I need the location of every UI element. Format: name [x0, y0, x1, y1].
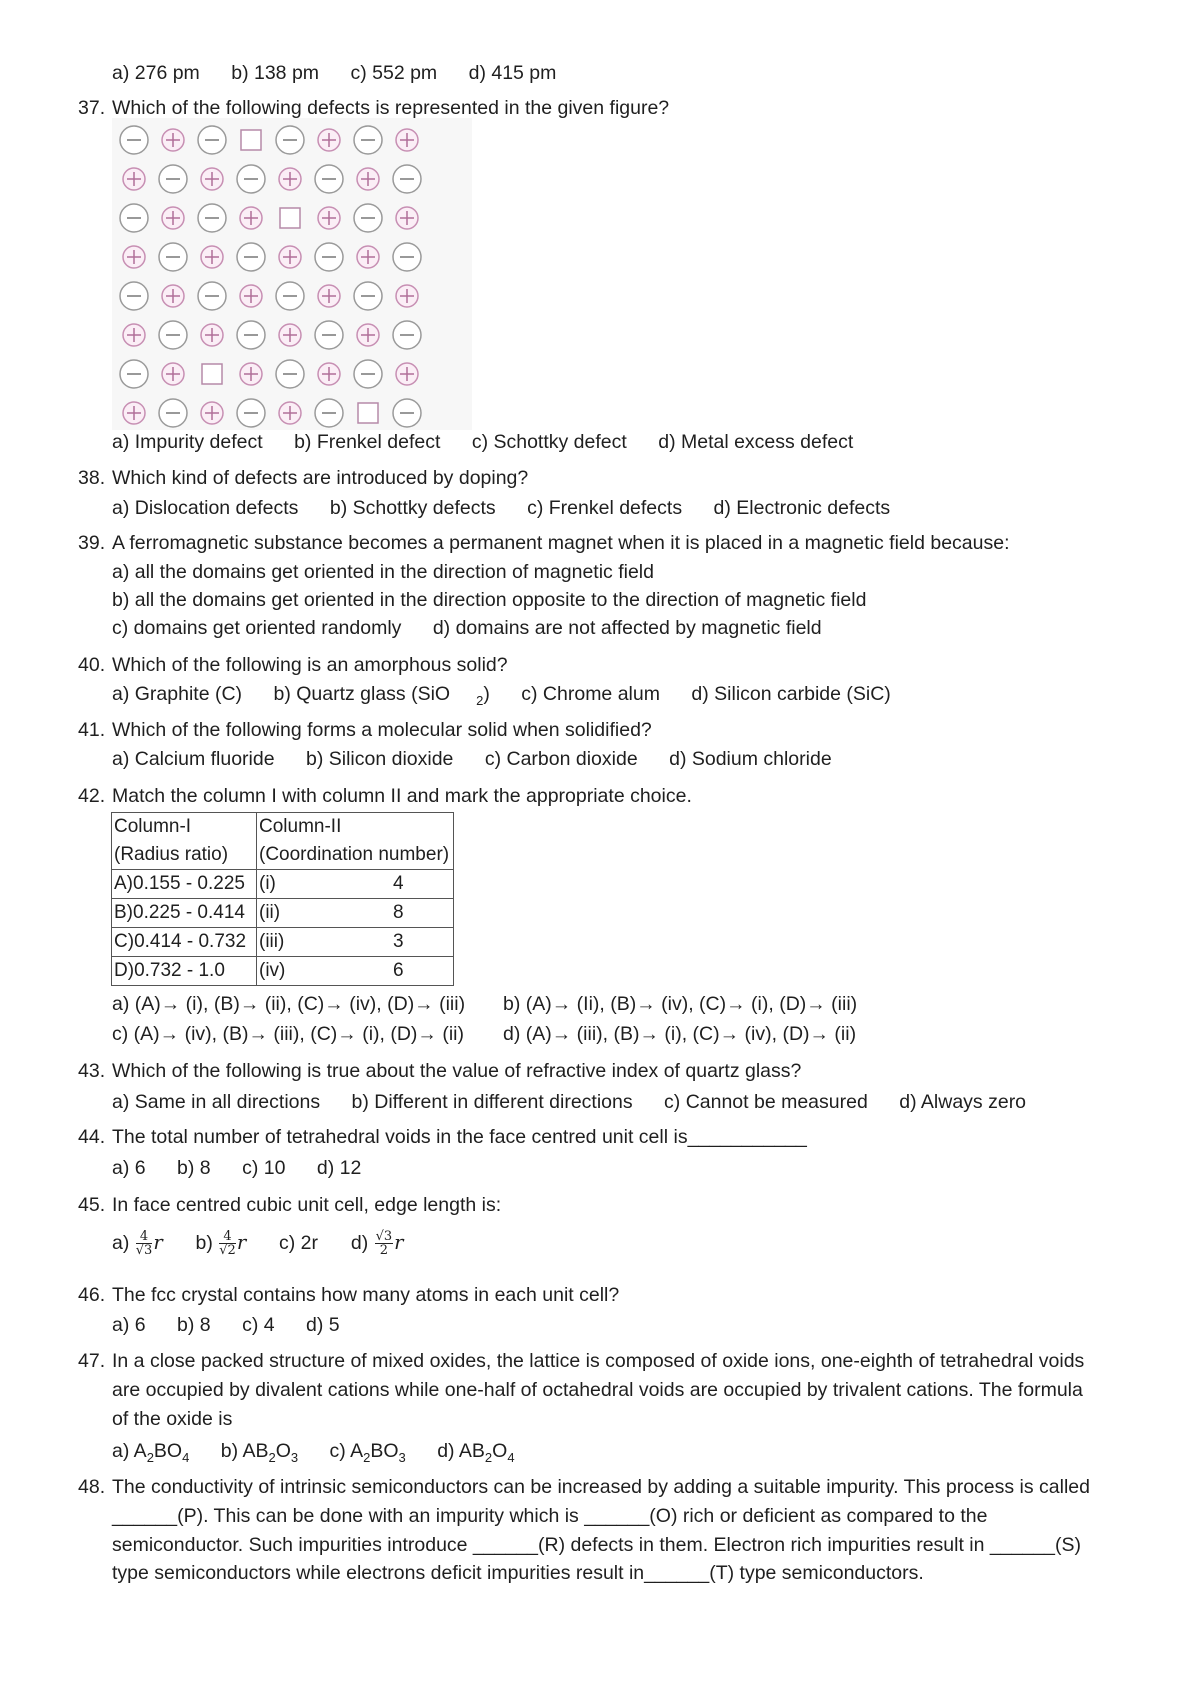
cation-plus: [396, 129, 418, 151]
table-row: [112, 928, 454, 957]
question-41: [78, 718, 652, 742]
anion-minus: [159, 165, 187, 193]
q45-option-a: [112, 1229, 163, 1259]
anion-minus: [393, 399, 421, 427]
anion-minus: [315, 321, 343, 349]
q40-option-c: c) Chrome alum: [521, 683, 660, 705]
option-label: a): [112, 1232, 130, 1254]
cation-plus: [162, 285, 184, 307]
q37-option-b: b) Frenkel defect: [294, 431, 441, 453]
q44-option-d: d) 12: [316, 1157, 362, 1179]
question-text: Which kind of defects are introduced by doping?: [112, 467, 529, 489]
anion-minus: [276, 282, 304, 310]
question-number: 48.: [78, 1476, 106, 1498]
ratio-value: 0.155 - 0.225: [133, 873, 245, 894]
denominator: √3: [135, 1243, 153, 1259]
cation-plus: [201, 246, 223, 268]
q42-option-a: a) (A)→ (i), (B)→ (ii), (C)→ (iv), (D)→ (iii): [112, 993, 466, 1015]
subscript: 4: [507, 1449, 515, 1465]
option-label: d): [350, 1232, 369, 1254]
table-header-row: [112, 813, 454, 842]
table-subheader-row: [112, 841, 454, 870]
question-number: 42.: [78, 785, 106, 807]
option-label: b): [195, 1232, 213, 1254]
cation-plus: [162, 207, 184, 229]
ratio-cell: [112, 928, 257, 957]
q46-option-d: d) 5: [306, 1314, 340, 1336]
question-number: 41.: [78, 719, 106, 741]
table-row: [112, 957, 454, 986]
cation-plus: [201, 402, 223, 424]
question-number: 40.: [78, 654, 106, 676]
question-number: 38.: [78, 467, 106, 489]
cation-plus: [318, 363, 340, 385]
q42-option-c: c) (A)→ (iv), (B)→ (iii), (C)→ (i), (D)→ (ii): [112, 1023, 464, 1045]
question-39: [78, 531, 1010, 555]
question-text: Which of the following defects is represented in the given figure?: [112, 97, 670, 119]
q38-option-b: b) Schottky defects: [329, 497, 496, 519]
formula-part: b) AB: [220, 1440, 269, 1462]
ratio-value: 0.414 - 0.732: [134, 931, 247, 952]
cation-plus: [318, 207, 340, 229]
cation-plus: [240, 363, 262, 385]
vacancy-square: [358, 403, 378, 423]
question-text: The fcc crystal contains how many atoms in each unit cell?: [112, 1284, 620, 1306]
q44-option-b: b) 8: [177, 1157, 211, 1179]
question-44: [78, 1125, 807, 1149]
question-number: 47.: [78, 1350, 106, 1372]
formula-part: O: [492, 1440, 508, 1462]
anion-minus: [120, 204, 148, 232]
q37-option-d: d) Metal excess defect: [658, 431, 854, 453]
ionic-crystal-defect-figure: [112, 118, 472, 430]
anion-minus: [354, 126, 382, 154]
q39-option-b: b) all the domains get oriented in the direction opposite to the direction of magnetic field: [112, 589, 867, 611]
col2-header: Column-II: [257, 813, 454, 842]
q40-options: [112, 682, 917, 713]
anion-minus: [120, 126, 148, 154]
question-42: [78, 784, 692, 808]
q38-option-a: a) Dislocation defects: [112, 497, 299, 519]
roman-cell: (i): [257, 870, 392, 899]
anion-minus: [198, 204, 226, 232]
cation-plus: [357, 246, 379, 268]
question-number: 45.: [78, 1194, 106, 1216]
q43-option-c: c) Cannot be measured: [664, 1091, 868, 1113]
q44-option-a: a) 6: [112, 1157, 146, 1179]
question-text: Match the column I with column II and mark the appropriate choice.: [112, 785, 692, 807]
q43-options: [112, 1090, 1052, 1114]
question-text-line-2: are occupied by divalent cations while one-half of octahedral voids are occupied by trivalent cations. The formula: [112, 1379, 1083, 1401]
cation-plus: [123, 168, 145, 190]
q47-option-b: [220, 1440, 299, 1465]
cation-plus: [318, 129, 340, 151]
anion-minus: [159, 243, 187, 271]
ratio-value: 0.732 - 1.0: [134, 960, 225, 981]
variable: r: [153, 1231, 163, 1254]
question-38: [78, 466, 528, 490]
question-text-line-1: In a close packed structure of mixed oxides, the lattice is composed of oxide ions, one-eighth of tetrahedral voids: [112, 1350, 1085, 1372]
question-43: [78, 1059, 801, 1083]
roman-cell: (iii): [257, 928, 392, 957]
q46-option-a: a) 6: [112, 1314, 146, 1336]
subscript: 2: [363, 1449, 371, 1465]
q46-option-c: c) 4: [242, 1314, 275, 1336]
question-text-line-3: of the oxide is: [112, 1408, 233, 1430]
q38-option-c: c) Frenkel defects: [527, 497, 683, 519]
anion-minus: [276, 360, 304, 388]
denominator: √2: [219, 1243, 236, 1259]
q46-options: [112, 1313, 366, 1337]
question-text: Which of the following is true about the value of refractive index of quartz glass?: [112, 1060, 802, 1082]
question-text-line-3: semiconductor. Such impurities introduce ______(R) defects in them. Electron rich impurities result in ______(S): [112, 1534, 1081, 1556]
q36-option-a: a) 276 pm: [112, 62, 200, 84]
numerator: √3: [375, 1229, 393, 1245]
question-45: [78, 1193, 501, 1217]
q38-options: [112, 496, 916, 520]
table-row: [112, 870, 454, 899]
q42-option-b: b) (A)→ (Ii), (B)→ (iv), (C)→ (i), (D)→ (iii): [503, 993, 858, 1015]
cation-plus: [396, 285, 418, 307]
question-number: 37.: [78, 97, 106, 119]
cation-plus: [123, 324, 145, 346]
anion-minus: [198, 282, 226, 310]
anion-minus: [354, 360, 382, 388]
q40-option-b: [273, 683, 490, 708]
anion-minus: [354, 204, 382, 232]
anion-minus: [354, 282, 382, 310]
subscript: 3: [290, 1449, 299, 1465]
fraction: [219, 1230, 236, 1257]
question-text-line-4: type semiconductors while electrons deficit impurities result in______(T) type semiconductors.: [112, 1562, 924, 1584]
subscript: 3: [398, 1449, 406, 1465]
q36-option-d: d) 415 pm: [468, 62, 557, 84]
q43-option-b: b) Different in different directions: [351, 1091, 633, 1113]
ratio-cell: [112, 899, 257, 928]
question-number: 44.: [78, 1126, 106, 1148]
anion-minus: [315, 243, 343, 271]
q36-options: [112, 61, 582, 85]
question-text: A ferromagnetic substance becomes a permanent magnet when it is placed in a magnetic field because:: [112, 532, 1010, 554]
question-text: In face centred cubic unit cell, edge length is:: [112, 1194, 502, 1216]
q40-option-d: d) Silicon carbide (SiC): [691, 683, 891, 705]
q41-option-c: c) Carbon dioxide: [484, 748, 638, 770]
q47-option-d: [437, 1440, 515, 1465]
row-label: B): [114, 902, 133, 923]
cation-plus: [201, 168, 223, 190]
vacancy-square: [280, 208, 300, 228]
cation-plus: [279, 246, 301, 268]
formula-part: d) AB: [437, 1440, 485, 1462]
fraction: [136, 1230, 153, 1257]
q43-option-d: d) Always zero: [899, 1091, 1027, 1113]
q41-option-b: b) Silicon dioxide: [305, 748, 454, 770]
variable: r: [394, 1231, 404, 1254]
row-label: D): [114, 960, 135, 981]
numerator: 4: [136, 1230, 153, 1244]
question-text-line-2: ______(P). This can be done with an impurity which is ______(O) rich or deficient as compared to the: [112, 1505, 988, 1527]
q41-options: [112, 747, 858, 771]
cation-plus: [279, 168, 301, 190]
q40-option-a: a) Graphite (C): [112, 683, 243, 705]
table-row: [112, 899, 454, 928]
q47-option-a: [112, 1440, 190, 1465]
match-table: [111, 812, 454, 986]
vacancy-square: [202, 364, 222, 384]
question-number: 46.: [78, 1284, 106, 1306]
cation-plus: [162, 363, 184, 385]
denominator: 2: [379, 1243, 389, 1259]
anion-minus: [159, 399, 187, 427]
anion-minus: [315, 165, 343, 193]
q43-option-a: a) Same in all directions: [112, 1091, 321, 1113]
formula-part: BO: [153, 1440, 183, 1462]
question-40: [78, 653, 508, 677]
q47-options: [112, 1439, 541, 1470]
q47-option-c: [329, 1440, 406, 1465]
anion-minus: [198, 126, 226, 154]
q45-option-c: c) 2r: [279, 1232, 318, 1254]
subscript: 4: [182, 1449, 190, 1465]
anion-minus: [393, 321, 421, 349]
anion-minus: [237, 243, 265, 271]
anion-minus: [276, 126, 304, 154]
anion-minus: [237, 399, 265, 427]
roman-cell: (iv): [257, 957, 392, 986]
cation-plus: [162, 129, 184, 151]
anion-minus: [120, 360, 148, 388]
q44-options: [112, 1156, 387, 1180]
anion-minus: [393, 165, 421, 193]
formula-part: BO: [370, 1440, 399, 1462]
q41-option-a: a) Calcium fluoride: [112, 748, 275, 770]
cation-plus: [240, 285, 262, 307]
q39-option-c: c) domains get oriented randomly: [112, 617, 402, 639]
q45-options: [112, 1226, 404, 1260]
cation-plus: [279, 324, 301, 346]
variable: r: [236, 1231, 247, 1254]
cation-plus: [357, 168, 379, 190]
fraction: [375, 1230, 394, 1257]
formula-part: O: [275, 1440, 291, 1462]
cation-plus: [396, 363, 418, 385]
col1-subheader: (Radius ratio): [112, 841, 257, 870]
cn-cell: 8: [391, 899, 454, 928]
question-46: [78, 1283, 619, 1307]
q38-option-d: d) Electronic defects: [713, 497, 891, 519]
subscript: 2: [268, 1449, 276, 1465]
anion-minus: [393, 243, 421, 271]
cn-cell: 3: [391, 928, 454, 957]
q37-options: [112, 430, 879, 454]
question-text: The total number of tetrahedral voids in the face centred unit cell is___________: [112, 1126, 807, 1148]
q40-option-b-text: b) Quartz glass (SiO: [273, 683, 451, 705]
col2-subheader: (Coordination number): [257, 841, 454, 870]
question-37: [78, 96, 669, 120]
anion-minus: [315, 399, 343, 427]
question-number: 39.: [78, 532, 106, 554]
q46-option-b: b) 8: [177, 1314, 211, 1336]
question-47: [78, 1349, 1084, 1373]
formula-part: a) A: [112, 1440, 147, 1462]
q44-option-c: c) 10: [242, 1157, 286, 1179]
question-text: Which of the following is an amorphous solid?: [112, 654, 508, 676]
numerator: 4: [219, 1230, 236, 1244]
anion-minus: [159, 321, 187, 349]
q40-option-b-subscript: 2: [476, 692, 484, 708]
cation-plus: [123, 246, 145, 268]
q36-option-b: b) 138 pm: [231, 62, 320, 84]
q45-option-d: [350, 1229, 404, 1259]
anion-minus: [237, 321, 265, 349]
q37-option-a: a) Impurity defect: [112, 431, 263, 453]
q40-option-b-close: ): [483, 683, 490, 705]
q39-option-d: d) domains are not affected by magnetic field: [432, 617, 822, 639]
cn-cell: 4: [391, 870, 454, 899]
q36-option-c: c) 552 pm: [350, 62, 438, 84]
q39-options-cd: [112, 616, 848, 640]
ratio-cell: [112, 870, 257, 899]
anion-minus: [237, 165, 265, 193]
roman-cell: (ii): [257, 899, 392, 928]
ratio-cell: [112, 957, 257, 986]
cation-plus: [318, 285, 340, 307]
cation-plus: [240, 207, 262, 229]
q37-option-c: c) Schottky defect: [471, 431, 627, 453]
anion-minus: [120, 282, 148, 310]
subscript: 2: [484, 1449, 493, 1465]
cation-plus: [201, 324, 223, 346]
question-number: 43.: [78, 1060, 106, 1082]
cation-plus: [396, 207, 418, 229]
subscript: 2: [146, 1449, 154, 1465]
cation-plus: [357, 324, 379, 346]
q39-option-a: a) all the domains get oriented in the direction of magnetic field: [112, 561, 654, 583]
q45-option-b: [195, 1229, 247, 1259]
ratio-value: 0.225 - 0.414: [133, 902, 245, 923]
row-label: A): [114, 873, 133, 894]
question-text: Which of the following forms a molecular solid when solidified?: [112, 719, 652, 741]
q41-option-d: d) Sodium chloride: [669, 748, 832, 770]
cation-plus: [123, 402, 145, 424]
question-text-line-1: The conductivity of intrinsic semiconductors can be increased by adding a suitable impurity. This process is called: [112, 1476, 1090, 1498]
col1-header: Column-I: [112, 813, 257, 842]
question-48: [78, 1475, 1090, 1499]
cation-plus: [279, 402, 301, 424]
q42-option-d: d) (A)→ (iii), (B)→ (i), (C)→ (iv), (D)→ (ii): [503, 1023, 857, 1045]
row-label: C): [114, 931, 135, 952]
vacancy-square: [241, 130, 261, 150]
cn-cell: 6: [391, 957, 454, 986]
formula-part: c) A: [329, 1440, 364, 1462]
